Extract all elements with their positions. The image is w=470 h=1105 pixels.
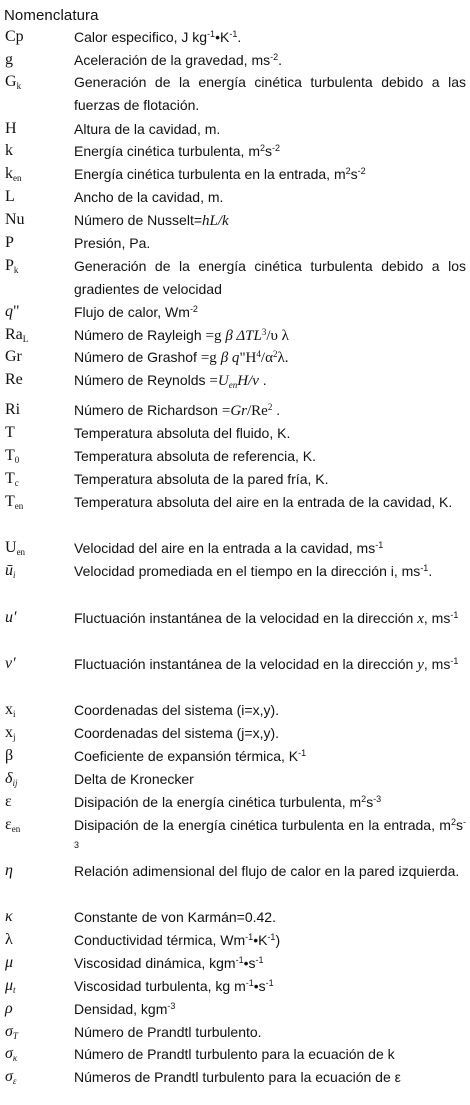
description-eta: Relación adimensional del flujo de calor en la pared izquierda. — [74, 863, 460, 879]
symbol-rho: ρ — [5, 1000, 13, 1017]
symbol-ten: $T_{en}$ — [5, 493, 24, 511]
page-title: Nomenclatura — [4, 7, 99, 24]
symbol-t: T — [5, 424, 15, 441]
description-g: Aceleración de la gravedad, $ms^{-2}$. — [74, 52, 283, 68]
symbol-ui: $ū_i$ — [5, 562, 16, 580]
description-eps: Disipación de la energía cinética turbulenta, $m^2s^{-3}$ — [74, 794, 382, 810]
symbol-ken: $k_{en}$ — [5, 165, 22, 183]
description-ri: Número de Richardson $=Gr/Re^2$ . — [74, 402, 281, 419]
symbol-vprime: v′ — [5, 655, 16, 672]
description-k: Energía cinética turbulenta, $m^2s^{-2}$ — [74, 143, 281, 159]
symbol-l: L — [5, 188, 15, 205]
description-gk: Generación de la energía cinética turbulenta debido a las fuerzas de flotación. — [74, 74, 466, 113]
description-t0: Temperatura absoluta de referencia, K. — [74, 448, 317, 464]
description-h: Altura de la cavidad, m. — [74, 121, 221, 137]
symbol-beta: β — [5, 747, 14, 764]
description-cp: Calor especifico, J $kg^{-1}•K^{-1}$. — [74, 29, 242, 45]
description-tc: Temperatura absoluta de la pared fría, K. — [74, 471, 329, 487]
symbol-delta: $\delta_{ij}$ — [5, 770, 18, 788]
symbol-gk: $G_k$ — [5, 73, 22, 91]
symbol-eta: η — [5, 862, 13, 879]
description-re: Número de Reynolds $=U_{en}H/\nu$ . — [74, 372, 267, 390]
symbol-eps: ε — [5, 793, 12, 810]
description-nu: Número de Nusselt=hL/k — [74, 212, 229, 229]
description-sigmae: Números de Prandtl turbulento para la ecuación de ε — [74, 1069, 401, 1085]
symbol-uprime: u′ — [5, 609, 17, 626]
description-mut: Viscosidad turbulenta, kg $m^{-1}•s^{-1}$ — [74, 978, 274, 994]
description-xj: Coordenadas del sistema (j=x,y). — [74, 725, 280, 741]
symbol-kappa: κ — [5, 908, 13, 925]
description-pk: Generación de la energía cinética turbulenta debido a los gradientes de velocidad — [74, 258, 466, 297]
description-uprime: Fluctuación instantánea de la velocidad en la dirección x, $ms^{-1}$ — [74, 610, 459, 627]
symbol-q: q" — [5, 303, 20, 320]
description-sigmat: Número de Prandtl turbulento. — [74, 1024, 262, 1040]
symbol-re: Re — [5, 371, 23, 388]
symbol-xi: $x_i$ — [5, 701, 16, 719]
description-p: Presión, Pa. — [74, 235, 151, 251]
description-beta: Coeficiente de expansión térmica, $K^{-1}$ — [74, 748, 307, 764]
symbol-uen: $U_{en}$ — [5, 539, 26, 557]
symbol-epsen: $\varepsilon_{en}$ — [5, 816, 21, 834]
symbol-xj: $x_j$ — [5, 724, 16, 742]
symbol-mu: μ — [5, 954, 14, 971]
symbol-tc: $T_c$ — [5, 470, 19, 488]
description-lambda: Conductividad térmica, $Wm^{-1}•K^{-1}$) — [74, 932, 281, 948]
description-uen: Velocidad del aire en la entrada a la cavidad, $ms^{-1}$ — [74, 540, 384, 556]
description-vprime: Fluctuación instantánea de la velocidad en la dirección y, $ms^{-1}$ — [74, 656, 459, 673]
description-q: Flujo de calor, $Wm^{-2}$ — [74, 304, 198, 320]
symbol-lambda: λ — [5, 931, 13, 948]
description-rho: Densidad, kgm$^{-3}$ — [74, 1001, 176, 1017]
description-gr: Número de Grashof =g β $q"H^4/\alpha^2\lambda$. — [74, 349, 289, 366]
description-mu: Viscosidad dinámica, $kgm^{-1}•s^{-1}$ — [74, 955, 264, 971]
symbol-pk: $P_k$ — [5, 257, 19, 275]
symbol-ri: Ri — [5, 401, 21, 418]
symbol-p: P — [5, 234, 14, 251]
description-ui: Velocidad promediada en el tiempo en la dirección i, $ms^{-1}$. — [74, 563, 433, 579]
description-ken: Energía cinética turbulenta en la entrada, $m^2s^{-2}$ — [74, 166, 366, 182]
symbol-gr: Gr — [5, 348, 22, 365]
description-t: Temperatura absoluta del fluido, K. — [74, 425, 291, 441]
symbol-mut: $\mu_t$ — [5, 977, 16, 995]
symbol-t0: $T_0$ — [5, 447, 20, 465]
symbol-k: k — [5, 142, 13, 159]
symbol-sigmae: $\sigma_\varepsilon$ — [5, 1068, 17, 1086]
description-kappa: Constante de von Karmán=0.42. — [74, 909, 276, 925]
symbol-g: g — [5, 51, 13, 68]
symbol-h: H — [5, 120, 17, 137]
symbol-sigmak: $\sigma_\kappa$ — [5, 1045, 18, 1063]
symbol-sigmat: $\sigma_T$ — [5, 1023, 18, 1041]
description-sigmak: Número de Prandtl turbulento para la ecuación de k — [74, 1046, 395, 1062]
symbol-nu: Nu — [5, 211, 25, 228]
description-delta: Delta de Kronecker — [74, 771, 194, 787]
description-epsen: Disipación de la energía cinética turbulenta en la entrada, $m^2s^{-3}$ — [74, 817, 466, 850]
description-l: Ancho de la cavidad, m. — [74, 189, 224, 205]
description-ral: Número de Rayleigh =g β ΔTL$^3$/υ λ — [74, 327, 289, 344]
description-ten: Temperatura absoluta del aire en la entrada de la cavidad, K. — [74, 494, 453, 510]
description-xi: Coordenadas del sistema (i=x,y). — [74, 702, 280, 718]
symbol-cp: Cp — [5, 28, 24, 45]
symbol-ral: $Ra_L$ — [5, 326, 29, 344]
